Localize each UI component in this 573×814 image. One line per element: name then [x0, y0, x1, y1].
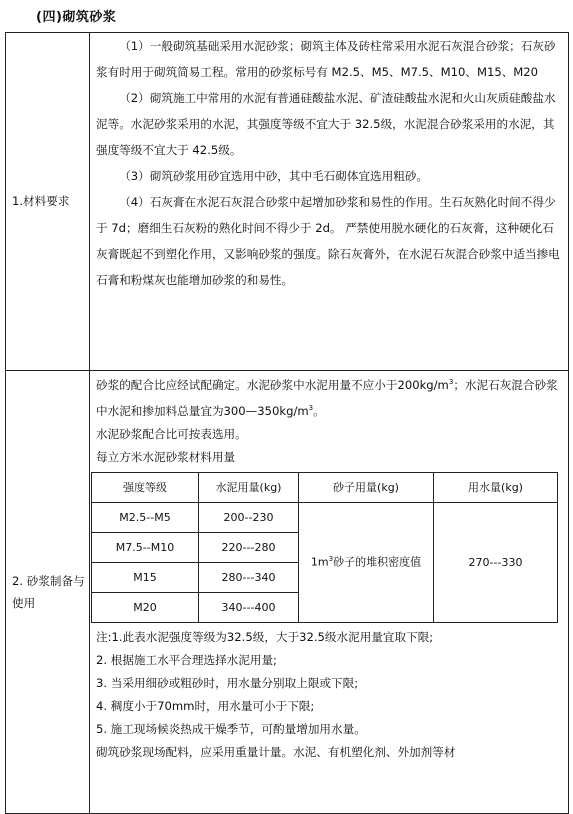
material-row — [6, 33, 569, 371]
material-para-4: （4）石灰膏在水泥石灰混合砂浆中起增加砂浆和易性的作用。生石灰熟化时间不得少于 7d；磨细生石灰粉的熟化时间不得少于 2d。 严禁使用脱水硬化的石灰膏，这种硬化石灰膏既起不到塑化作用，又影响砂浆的强度。除石灰膏外，在水泥石灰混合砂浆中适当掺电石膏和粉煤灰也能增加砂浆的和易性。 — [96, 195, 560, 287]
mix-table-header — [92, 472, 558, 502]
grade-cell: M2.5--M5 — [92, 502, 199, 532]
mortar-content — [90, 371, 569, 814]
note-6: 砌筑砂浆现场配料，应采用重量计量。水泥、有机塑化剂、外加剂等材 — [96, 744, 456, 759]
cement-cell: 280---340 — [199, 562, 299, 592]
note-5: 5. 施工现场候炎热成干燥季节，可酌量增加用水量。 — [96, 721, 366, 736]
mortar-table-title: 每立方米水泥砂浆材料用量 — [96, 449, 236, 464]
grade-cell: M7.5--M10 — [92, 532, 199, 562]
cement-cell: 200--230 — [199, 502, 299, 532]
material-label: 1.材料要求 — [6, 33, 90, 371]
material-para-3: （3）砌筑砂浆用砂宜选用中砂，其中毛石砌体宜选用粗砂。 — [119, 169, 429, 183]
material-content — [90, 33, 569, 371]
mortar-intro-1: 砂浆的配合比应经试配确定。水泥砂浆中水泥用量不应小于$200kg/m^3$；水泥石灰混合砂浆中水泥和掺加料总量宜为$300—350kg/m^3$。 — [96, 377, 558, 418]
header-sand: 砂子用量(kg) — [299, 472, 434, 502]
note-4: 4. 稠度小于70mm时，用水量可小于下限; — [96, 698, 315, 713]
note-1: 注:1.此表水泥强度等级为32.5级，大于32.5级水泥用量宜取下限; — [96, 629, 434, 644]
mortar-row — [6, 371, 569, 814]
material-para-2: （2）砌筑施工中常用的水泥有普通硅酸盐水泥、矿渣硅酸盐水泥和火山灰质硅酸盐水泥等。水泥砂浆采用的水泥，其强度等级不宜大于 32.5级，水泥混合砂浆采用的水泥，其强度等级不宜大于 42.5级。 — [96, 91, 556, 157]
table-row — [92, 502, 558, 532]
cement-cell: 340---400 — [199, 592, 299, 622]
mortar-intro-2: 水泥砂浆配合比可按表选用。 — [96, 426, 247, 441]
header-grade: 强度等级 — [92, 472, 199, 502]
sand-cell: $1m^3$砂子的堆积密度值 — [299, 502, 434, 622]
cement-cell: 220---280 — [199, 532, 299, 562]
material-para-1: （1）一般砌筑基础采用水泥砂浆；砌筑主体及砖柱常采用水泥石灰混合砂浆；石灰砂浆有时用于砌筑简易工程。常用的砂浆标号有 M2.5、M5、M7.5、M10、M15、M20 — [96, 39, 556, 79]
header-water: 用水量(kg) — [434, 472, 558, 502]
mix-ratio-table — [91, 472, 558, 623]
mortar-label: 2. 砂浆制备与使用 — [6, 371, 90, 814]
grade-cell: M15 — [92, 562, 199, 592]
note-2: 2. 根据施工水平合理选择水泥用量; — [96, 652, 277, 667]
section-heading: (四)砌筑砂浆 — [36, 10, 117, 25]
spec-table — [5, 32, 569, 814]
header-cement: 水泥用量(kg) — [199, 472, 299, 502]
grade-cell: M20 — [92, 592, 199, 622]
water-cell: 270---330 — [434, 502, 558, 622]
note-3: 3. 当采用细砂或粗砂时，用水量分别取上限或下限; — [96, 675, 359, 690]
